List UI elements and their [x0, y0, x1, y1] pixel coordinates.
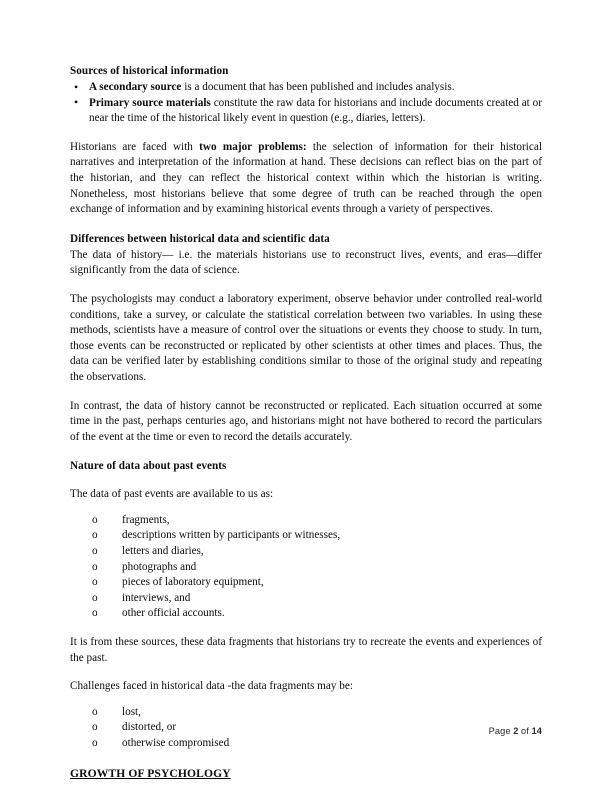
paragraph-lead: Historians are faced with: [70, 140, 200, 153]
footer-page-label: [489, 726, 542, 736]
list-item: o fragments,: [70, 513, 542, 529]
paragraph-in-contrast: In contrast, the data of history cannot be reconstructed or replicated. Each situation occurred at some time in the past, perhaps centuries ago, and historians might not have bothered to record the particulars of the event at the time or even to record the details accurately.: [70, 399, 542, 443]
bullet-lead-in: Primary source materials: [89, 96, 211, 109]
list-item: [70, 80, 542, 96]
paragraph-data-of-past-events-intro: The data of past events are available to us as:: [70, 488, 274, 501]
list-item: o descriptions written by participants or witnesses,: [70, 528, 542, 544]
paragraph-psychologists-methods: The psychologists may conduct a laboratory experiment, observe behavior under controlled real-world conditions, take a survey, or calculate the statistical correlation between two variables. In using these methods, scientists have a measure of control over the situations or events they choose to study. In turn, those events can be reconstructed or replicated by other scientists at other times and places. Thus, the data can be verified later by establishing conditions similar to those of the original study and repeating the observations.: [70, 292, 542, 383]
page-content: [70, 64, 542, 782]
paragraph-challenges-intro: Challenges faced in historical data -the data fragments may be:: [70, 680, 354, 693]
sources-bullet-list: [70, 80, 542, 127]
bullet-text: constitute the raw data for historians and include documents created at or near the time of the historical likely event in question (e.g., diaries, letters).: [89, 96, 542, 125]
paragraph-bold-phrase: two major problems:: [199, 140, 307, 153]
heading-differences-historical-scientific: Differences between historical data and scientific data: [70, 232, 330, 245]
list-item: o lost,: [70, 705, 542, 721]
heading-growth-of-psychology: GROWTH OF PSYCHOLOGY: [70, 766, 231, 780]
list-item: o otherwise compromised: [70, 736, 542, 752]
past-events-data-list: [70, 513, 542, 622]
list-item: o photographs and: [70, 560, 542, 576]
list-item: [70, 96, 542, 127]
list-item: o letters and diaries,: [70, 544, 542, 560]
paragraph-data-of-history: The data of history— i.e. the materials historians use to reconstruct lives, events, and eras—differ significantly from the data of science.: [70, 248, 542, 277]
paragraph-two-major-problems: [70, 140, 542, 218]
bullet-lead-in: A secondary source: [89, 81, 182, 93]
footer-current-page: 2: [513, 726, 519, 736]
footer-total-pages: 14: [531, 726, 542, 736]
paragraph-rest: the selection of information for their historical narratives and interpretation of the information at hand. These decisions can reflect bias on the part of the historian, and they can reflect the historical context within which the historian is writing. Nonetheless, most historians believe that some degree of truth can be reached through the open exchange of information and by examining historical events through a variety of perspectives.: [70, 140, 542, 216]
page-footer: [70, 726, 542, 736]
list-item: o other official accounts.: [70, 606, 542, 622]
bullet-text: is a document that has been published and includes analysis.: [181, 81, 455, 93]
list-item: o distorted, or: [70, 720, 542, 736]
footer-middle: of: [518, 726, 532, 736]
heading-sources-of-historical-information: Sources of historical information: [70, 65, 229, 77]
list-item: o pieces of laboratory equipment,: [70, 575, 542, 591]
footer-prefix: Page: [488, 726, 514, 736]
list-item: o interviews, and: [70, 591, 542, 607]
paragraph-sources-recreate-events: It is from these sources, these data fragments that historians try to recreate the events and experiences of the past.: [70, 636, 542, 664]
heading-nature-of-data-about-past-events: Nature of data about past events: [70, 460, 227, 473]
